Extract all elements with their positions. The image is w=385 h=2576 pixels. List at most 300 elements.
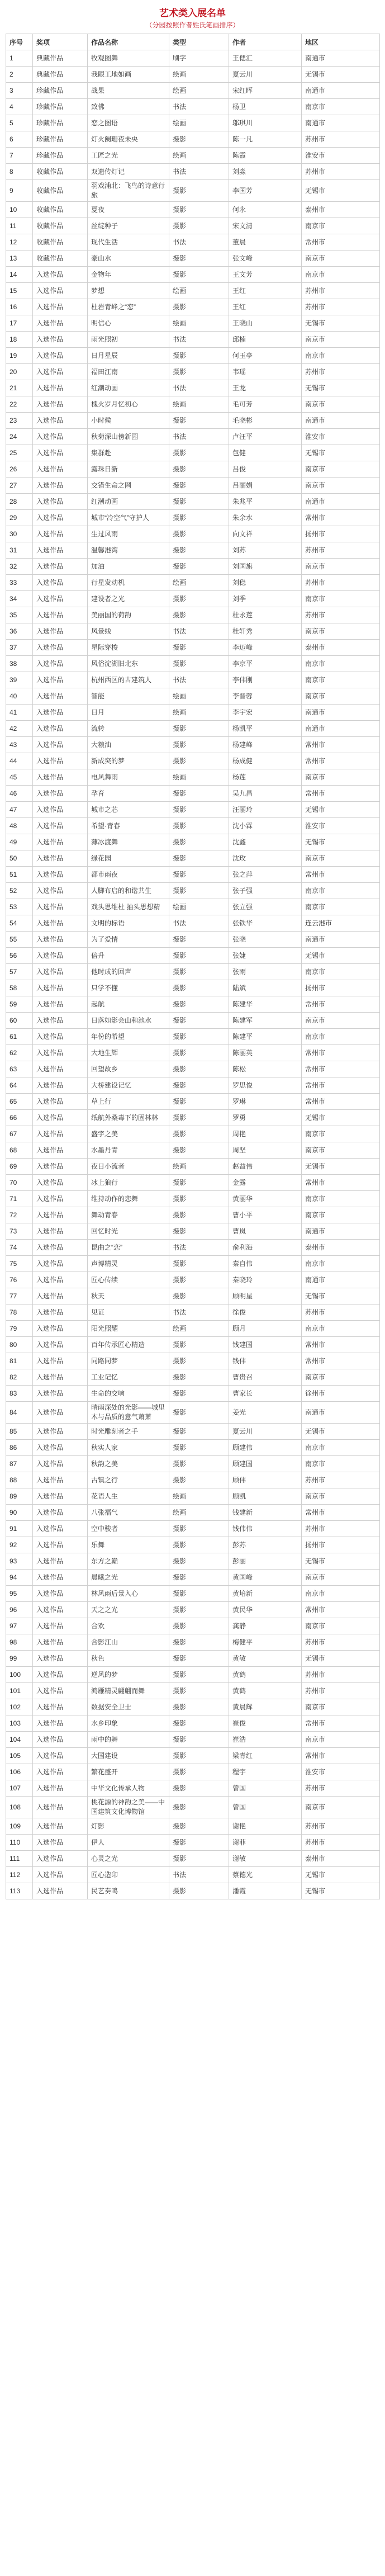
table-row — [6, 1586, 380, 1602]
cell-type: 摄影 — [169, 834, 229, 850]
cell-index: 41 — [6, 705, 33, 721]
cell-type: 摄影 — [169, 1683, 229, 1699]
cell-region: 南京市 — [302, 250, 380, 267]
table-row — [6, 299, 380, 315]
cell-index: 60 — [6, 1013, 33, 1029]
cell-type: 绘画 — [169, 396, 229, 413]
cell-type: 绘画 — [169, 148, 229, 164]
cell-author: 钱建国 — [229, 1337, 302, 1353]
cell-author: 沈小霖 — [229, 818, 302, 834]
cell-title: 林风雨后景入心 — [88, 1586, 169, 1602]
cell-title: 鸿雁精灵翩翩而舞 — [88, 1683, 169, 1699]
cell-award: 入选作品 — [33, 591, 88, 607]
table-row — [6, 445, 380, 461]
cell-title: 桃花源的神韵之美——中国建筑文化博物馆 — [88, 1797, 169, 1818]
cell-author: 沈鑫 — [229, 834, 302, 850]
cell-region: 南通市 — [302, 932, 380, 948]
cell-award: 收藏作品 — [33, 218, 88, 234]
cell-index: 71 — [6, 1191, 33, 1207]
cell-award: 入选作品 — [33, 996, 88, 1013]
table-row — [6, 148, 380, 164]
cell-region: 常州市 — [302, 1748, 380, 1764]
cell-type: 摄影 — [169, 1732, 229, 1748]
table-header-row — [6, 34, 380, 50]
table-row — [6, 1602, 380, 1618]
cell-region: 泰州市 — [302, 1851, 380, 1867]
cell-award: 入选作品 — [33, 802, 88, 818]
cell-type: 摄影 — [169, 996, 229, 1013]
cell-title: 风俗淀湖旧北东 — [88, 656, 169, 672]
cell-type: 书法 — [169, 234, 229, 250]
cell-index: 93 — [6, 1553, 33, 1570]
cell-title: 见证 — [88, 1304, 169, 1321]
cell-title: 新成突的梦 — [88, 753, 169, 769]
table-row — [6, 332, 380, 348]
table-row — [6, 1715, 380, 1732]
cell-region: 苏州市 — [302, 542, 380, 559]
cell-index: 42 — [6, 721, 33, 737]
cell-region: 南京市 — [302, 1256, 380, 1272]
cell-author: 张雨 — [229, 964, 302, 980]
cell-title: 时光雕刻者之手 — [88, 1424, 169, 1440]
cell-award: 入选作品 — [33, 299, 88, 315]
cell-award: 入选作品 — [33, 1488, 88, 1505]
cell-author: 张之萍 — [229, 867, 302, 883]
cell-author: 陈建军 — [229, 1013, 302, 1029]
cell-region: 无锡市 — [302, 180, 380, 202]
cell-author: 李宇宏 — [229, 705, 302, 721]
cell-title: 大地生辉 — [88, 1045, 169, 1061]
cell-author: 罗思俊 — [229, 1077, 302, 1094]
table-row — [6, 1126, 380, 1142]
cell-author: 彭苏 — [229, 1537, 302, 1553]
cell-author: 卢汪平 — [229, 429, 302, 445]
cell-index: 68 — [6, 1142, 33, 1159]
cell-award: 入选作品 — [33, 1570, 88, 1586]
page-title: 艺术类入展名单 — [159, 8, 226, 18]
cell-type: 摄影 — [169, 1424, 229, 1440]
cell-region: 苏州市 — [302, 299, 380, 315]
cell-author: 韦瑶 — [229, 364, 302, 380]
cell-index: 53 — [6, 899, 33, 915]
cell-region: 南京市 — [302, 396, 380, 413]
cell-title: 舞动青春 — [88, 1207, 169, 1223]
table-row — [6, 672, 380, 688]
cell-index: 106 — [6, 1764, 33, 1780]
cell-type: 摄影 — [169, 445, 229, 461]
cell-title: 加油 — [88, 559, 169, 575]
cell-type: 书法 — [169, 332, 229, 348]
cell-type: 摄影 — [169, 607, 229, 623]
cell-type: 摄影 — [169, 656, 229, 672]
cell-title: 日月 — [88, 705, 169, 721]
table-row — [6, 1683, 380, 1699]
cell-type: 书法 — [169, 915, 229, 932]
cell-type: 摄影 — [169, 1586, 229, 1602]
cell-region: 南京市 — [302, 1732, 380, 1748]
table-row — [6, 1094, 380, 1110]
cell-type: 摄影 — [169, 364, 229, 380]
cell-region: 南通市 — [302, 1272, 380, 1288]
cell-index: 58 — [6, 980, 33, 996]
cell-region: 常州市 — [302, 1175, 380, 1191]
cell-index: 1 — [6, 50, 33, 67]
cell-region: 南京市 — [302, 1570, 380, 1586]
cell-index: 86 — [6, 1440, 33, 1456]
table-row — [6, 591, 380, 607]
cell-region: 南京市 — [302, 672, 380, 688]
table-row — [6, 396, 380, 413]
cell-index: 107 — [6, 1780, 33, 1797]
cell-type: 摄影 — [169, 1045, 229, 1061]
cell-author: 杨凯平 — [229, 721, 302, 737]
cell-index: 108 — [6, 1797, 33, 1818]
cell-award: 入选作品 — [33, 1402, 88, 1424]
table-row — [6, 1045, 380, 1061]
cell-type: 摄影 — [169, 1521, 229, 1537]
cell-title: 金物年 — [88, 267, 169, 283]
cell-type: 摄影 — [169, 1440, 229, 1456]
table-row — [6, 932, 380, 948]
cell-title: 电风舞雨 — [88, 769, 169, 786]
cell-title: 牧观图舞 — [88, 50, 169, 67]
cell-type: 书法 — [169, 1304, 229, 1321]
cell-region: 南京市 — [302, 218, 380, 234]
cell-title: 水乡印象 — [88, 1715, 169, 1732]
cell-award: 入选作品 — [33, 1223, 88, 1240]
cell-index: 25 — [6, 445, 33, 461]
cell-award: 入选作品 — [33, 1505, 88, 1521]
table-row — [6, 802, 380, 818]
cell-title: 雨中的舞 — [88, 1732, 169, 1748]
cell-award: 入选作品 — [33, 1321, 88, 1337]
cell-title: 双遗传灯记 — [88, 164, 169, 180]
cell-award: 入选作品 — [33, 899, 88, 915]
cell-author: 宋文清 — [229, 218, 302, 234]
table-row — [6, 1699, 380, 1715]
cell-award: 入选作品 — [33, 1602, 88, 1618]
cell-title: 生过风雨 — [88, 526, 169, 542]
cell-region: 南京市 — [302, 964, 380, 980]
table-row — [6, 164, 380, 180]
cell-index: 54 — [6, 915, 33, 932]
cell-region: 南京市 — [302, 769, 380, 786]
cell-region: 连云港市 — [302, 915, 380, 932]
cell-type: 摄影 — [169, 461, 229, 478]
cell-region: 无锡市 — [302, 948, 380, 964]
cell-region: 南京市 — [302, 1321, 380, 1337]
cell-region: 南京市 — [302, 267, 380, 283]
cell-region: 无锡市 — [302, 315, 380, 332]
cell-title: 建设者之光 — [88, 591, 169, 607]
cell-award: 入选作品 — [33, 1094, 88, 1110]
cell-type: 摄影 — [169, 250, 229, 267]
cell-index: 24 — [6, 429, 33, 445]
cell-index: 6 — [6, 131, 33, 148]
cell-title: 小时候 — [88, 413, 169, 429]
cell-region: 无锡市 — [302, 445, 380, 461]
cell-index: 9 — [6, 180, 33, 202]
cell-index: 113 — [6, 1883, 33, 1899]
cell-author: 曹家长 — [229, 1386, 302, 1402]
cell-author: 汪丽玲 — [229, 802, 302, 818]
table-row — [6, 250, 380, 267]
cell-award: 珍藏作品 — [33, 148, 88, 164]
cell-region: 南京市 — [302, 688, 380, 705]
cell-author: 顾明星 — [229, 1288, 302, 1304]
cell-award: 收藏作品 — [33, 234, 88, 250]
cell-award: 入选作品 — [33, 1835, 88, 1851]
cell-award: 入选作品 — [33, 948, 88, 964]
table-row — [6, 640, 380, 656]
cell-author: 顾伟 — [229, 1472, 302, 1488]
table-row — [6, 413, 380, 429]
cell-index: 72 — [6, 1207, 33, 1223]
cell-region: 常州市 — [302, 1061, 380, 1077]
cell-title: 盛宇之美 — [88, 1126, 169, 1142]
cell-author: 钱建新 — [229, 1505, 302, 1521]
cell-index: 46 — [6, 786, 33, 802]
cell-award: 入选作品 — [33, 348, 88, 364]
cell-index: 13 — [6, 250, 33, 267]
cell-region: 南京市 — [302, 1013, 380, 1029]
column-header-award: 奖项 — [33, 34, 88, 50]
cell-type: 摄影 — [169, 1780, 229, 1797]
cell-type: 书法 — [169, 672, 229, 688]
cell-type: 摄影 — [169, 932, 229, 948]
cell-author: 金露 — [229, 1175, 302, 1191]
cell-region: 常州市 — [302, 867, 380, 883]
cell-type: 摄影 — [169, 348, 229, 364]
cell-region: 淮安市 — [302, 1764, 380, 1780]
cell-index: 99 — [6, 1651, 33, 1667]
table-row — [6, 1207, 380, 1223]
cell-author: 张晓 — [229, 932, 302, 948]
cell-index: 87 — [6, 1456, 33, 1472]
table-row — [6, 1272, 380, 1288]
cell-author: 钱伟伟 — [229, 1521, 302, 1537]
cell-type: 摄影 — [169, 1618, 229, 1634]
cell-index: 5 — [6, 115, 33, 131]
cell-title: 文明的标语 — [88, 915, 169, 932]
cell-index: 48 — [6, 818, 33, 834]
table-row — [6, 510, 380, 526]
cell-type: 摄影 — [169, 948, 229, 964]
cell-title: 起航 — [88, 996, 169, 1013]
cell-region: 常州市 — [302, 1353, 380, 1369]
cell-author: 张文峰 — [229, 250, 302, 267]
cell-title: 红潮动画 — [88, 380, 169, 396]
cell-award: 入选作品 — [33, 753, 88, 769]
cell-index: 52 — [6, 883, 33, 899]
cell-title: 水墨丹青 — [88, 1142, 169, 1159]
cell-award: 入选作品 — [33, 915, 88, 932]
table-row — [6, 1667, 380, 1683]
cell-award: 入选作品 — [33, 867, 88, 883]
cell-region: 南京市 — [302, 332, 380, 348]
cell-type: 摄影 — [169, 1013, 229, 1029]
cell-title: 只学不懂 — [88, 980, 169, 996]
table-row — [6, 1780, 380, 1797]
cell-index: 36 — [6, 623, 33, 640]
table-row — [6, 1835, 380, 1851]
cell-award: 入选作品 — [33, 1667, 88, 1683]
cell-author: 宋红晖 — [229, 83, 302, 99]
cell-title: 希望·青春 — [88, 818, 169, 834]
cell-index: 105 — [6, 1748, 33, 1764]
cell-index: 3 — [6, 83, 33, 99]
cell-index: 21 — [6, 380, 33, 396]
cell-title: 繁花盛开 — [88, 1764, 169, 1780]
cell-award: 入选作品 — [33, 1207, 88, 1223]
cell-title: 智能 — [88, 688, 169, 705]
page-subtitle: （分园按照作者姓氏笔画排序） — [145, 21, 240, 29]
table-row — [6, 1159, 380, 1175]
table-row — [6, 202, 380, 218]
cell-index: 50 — [6, 850, 33, 867]
cell-region: 南京市 — [302, 591, 380, 607]
cell-region: 南京市 — [302, 850, 380, 867]
cell-index: 104 — [6, 1732, 33, 1748]
cell-award: 入选作品 — [33, 1337, 88, 1353]
cell-region: 南京市 — [302, 559, 380, 575]
cell-award: 入选作品 — [33, 656, 88, 672]
cell-region: 南京市 — [302, 1488, 380, 1505]
table-row — [6, 131, 380, 148]
cell-region: 无锡市 — [302, 67, 380, 83]
cell-index: 89 — [6, 1488, 33, 1505]
cell-region: 泰州市 — [302, 202, 380, 218]
cell-award: 入选作品 — [33, 1369, 88, 1386]
cell-type: 摄影 — [169, 218, 229, 234]
cell-index: 34 — [6, 591, 33, 607]
cell-author: 邱楠 — [229, 332, 302, 348]
cell-index: 88 — [6, 1472, 33, 1488]
cell-title: 回望故乡 — [88, 1061, 169, 1077]
cell-index: 83 — [6, 1386, 33, 1402]
cell-title: 雨光照初 — [88, 332, 169, 348]
cell-region: 南通市 — [302, 413, 380, 429]
cell-index: 7 — [6, 148, 33, 164]
cell-type: 摄影 — [169, 1126, 229, 1142]
cell-index: 29 — [6, 510, 33, 526]
cell-award: 入选作品 — [33, 559, 88, 575]
cell-author: 周艳 — [229, 1126, 302, 1142]
cell-title: 露珠日新 — [88, 461, 169, 478]
cell-author: 朱余水 — [229, 510, 302, 526]
cell-type: 摄影 — [169, 542, 229, 559]
cell-type: 摄影 — [169, 1288, 229, 1304]
cell-type: 摄影 — [169, 131, 229, 148]
cell-award: 入选作品 — [33, 1013, 88, 1029]
cell-award: 入选作品 — [33, 1456, 88, 1472]
cell-region: 无锡市 — [302, 1288, 380, 1304]
cell-award: 入选作品 — [33, 640, 88, 656]
cell-award: 入选作品 — [33, 688, 88, 705]
cell-award: 入选作品 — [33, 396, 88, 413]
cell-region: 苏州市 — [302, 283, 380, 299]
cell-title: 夏夜 — [88, 202, 169, 218]
cell-index: 23 — [6, 413, 33, 429]
table-row — [6, 1240, 380, 1256]
cell-award: 入选作品 — [33, 1386, 88, 1402]
cell-author: 黄民华 — [229, 1602, 302, 1618]
cell-title: 古镇之行 — [88, 1472, 169, 1488]
cell-author: 夏云川 — [229, 1424, 302, 1440]
cell-award: 入选作品 — [33, 1191, 88, 1207]
cell-type: 摄影 — [169, 867, 229, 883]
cell-index: 102 — [6, 1699, 33, 1715]
table-row — [6, 705, 380, 721]
cell-award: 入选作品 — [33, 980, 88, 996]
cell-index: 103 — [6, 1715, 33, 1732]
cell-region: 扬州市 — [302, 980, 380, 996]
table-row — [6, 1223, 380, 1240]
cell-author: 程宇 — [229, 1764, 302, 1780]
cell-title: 恋之图语 — [88, 115, 169, 131]
cell-title: 梦想 — [88, 283, 169, 299]
cell-region: 南京市 — [302, 1618, 380, 1634]
table-row — [6, 315, 380, 332]
cell-author: 张子强 — [229, 883, 302, 899]
cell-index: 74 — [6, 1240, 33, 1256]
table-row — [6, 850, 380, 867]
cell-award: 入选作品 — [33, 1272, 88, 1288]
cell-award: 入选作品 — [33, 510, 88, 526]
table-row — [6, 737, 380, 753]
cell-author: 谢敏 — [229, 1851, 302, 1867]
entry-list-table — [6, 34, 380, 1899]
table-row — [6, 1175, 380, 1191]
cell-region: 苏州市 — [302, 1304, 380, 1321]
cell-title: 工业记忆 — [88, 1369, 169, 1386]
table-row — [6, 429, 380, 445]
cell-region: 苏州市 — [302, 1472, 380, 1488]
cell-author: 黄丽华 — [229, 1191, 302, 1207]
cell-index: 110 — [6, 1835, 33, 1851]
table-row — [6, 67, 380, 83]
cell-type: 摄影 — [169, 737, 229, 753]
cell-type: 摄影 — [169, 964, 229, 980]
cell-author: 陈丽英 — [229, 1045, 302, 1061]
cell-type: 摄影 — [169, 1077, 229, 1094]
cell-author: 刘淼 — [229, 164, 302, 180]
cell-title: 秋天 — [88, 1288, 169, 1304]
table-row — [6, 1488, 380, 1505]
cell-region: 常州市 — [302, 1715, 380, 1732]
cell-author: 吕丽娟 — [229, 478, 302, 494]
cell-region: 南京市 — [302, 899, 380, 915]
cell-author: 董晨 — [229, 234, 302, 250]
cell-award: 入选作品 — [33, 834, 88, 850]
cell-region: 常州市 — [302, 1077, 380, 1094]
cell-author: 徐俊 — [229, 1304, 302, 1321]
cell-author: 崔俊 — [229, 1715, 302, 1732]
cell-type: 绘画 — [169, 67, 229, 83]
cell-author: 曾国 — [229, 1780, 302, 1797]
cell-region: 常州市 — [302, 753, 380, 769]
table-row — [6, 575, 380, 591]
cell-index: 40 — [6, 688, 33, 705]
cell-author: 何永 — [229, 202, 302, 218]
cell-author: 张立强 — [229, 899, 302, 915]
cell-author: 陈霞 — [229, 148, 302, 164]
cell-title: 杜岩青峰之“恋” — [88, 299, 169, 315]
cell-region: 南通市 — [302, 721, 380, 737]
cell-author: 罗琳 — [229, 1094, 302, 1110]
cell-award: 珍藏作品 — [33, 83, 88, 99]
cell-title: 灯影 — [88, 1818, 169, 1835]
